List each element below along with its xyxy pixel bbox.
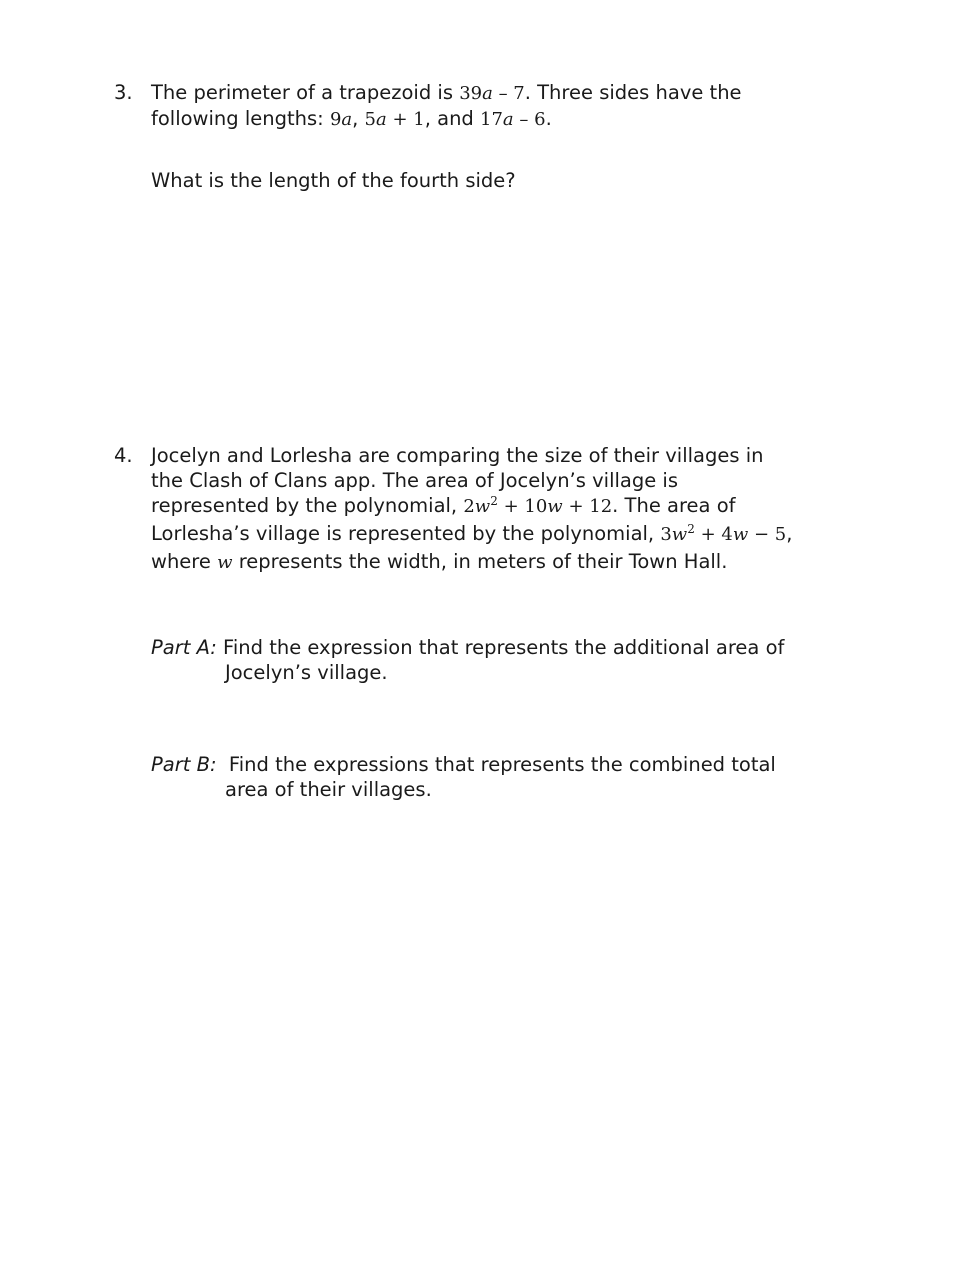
question-text <box>151 80 811 193</box>
math-expression: 39a – 7 <box>459 83 525 104</box>
math-expression: 17a – 6 <box>480 109 546 130</box>
question-prompt: What is the length of the fourth side? <box>151 169 516 192</box>
question-3 <box>114 80 814 200</box>
math-expression: $2w^2 + 10w + 12$ <box>463 494 613 517</box>
math-expression: 9a <box>329 109 353 130</box>
part-b-line: area of their villages. <box>225 778 432 801</box>
question-line: The perimeter of a trapezoid is 39a – 7. Three sides have the <box>151 81 742 104</box>
part-b <box>151 752 811 802</box>
part-a-line: Jocelyn’s village. <box>225 661 388 684</box>
part-a <box>151 635 811 685</box>
part-a-label: Part A: <box>151 636 217 659</box>
math-expression: $3w^2 + 4w - 5$ <box>660 522 787 545</box>
question-line: the Clash of Clans app. The area of Jocelyn’s village is <box>151 469 679 492</box>
part-a-line: Part A: Find the expression that represents the additional area of <box>151 636 785 659</box>
question-line: where w represents the width, in meters of their Town Hall. <box>151 550 728 573</box>
question-number: 4. <box>114 444 133 467</box>
question-text <box>151 443 811 575</box>
question-number: 3. <box>114 81 133 104</box>
question-line: following lengths: 9a, 5a + 1, and 17a – 6. <box>151 107 552 130</box>
part-b-line: Part B: Find the expressions that represents the combined total <box>151 753 776 776</box>
part-b-label: Part B: <box>151 753 217 776</box>
question-line: represented by the polynomial, $2w^2 + 10w + 12$. The area of <box>151 494 736 517</box>
question-line: Lorlesha’s village is represented by the polynomial, $3w^2 + 4w - 5$, <box>151 522 793 545</box>
math-expression: 5a + 1 <box>364 109 425 130</box>
math-expression: w <box>217 552 233 573</box>
question-4 <box>114 443 814 813</box>
question-line: Jocelyn and Lorlesha are comparing the size of their villages in <box>151 444 764 467</box>
